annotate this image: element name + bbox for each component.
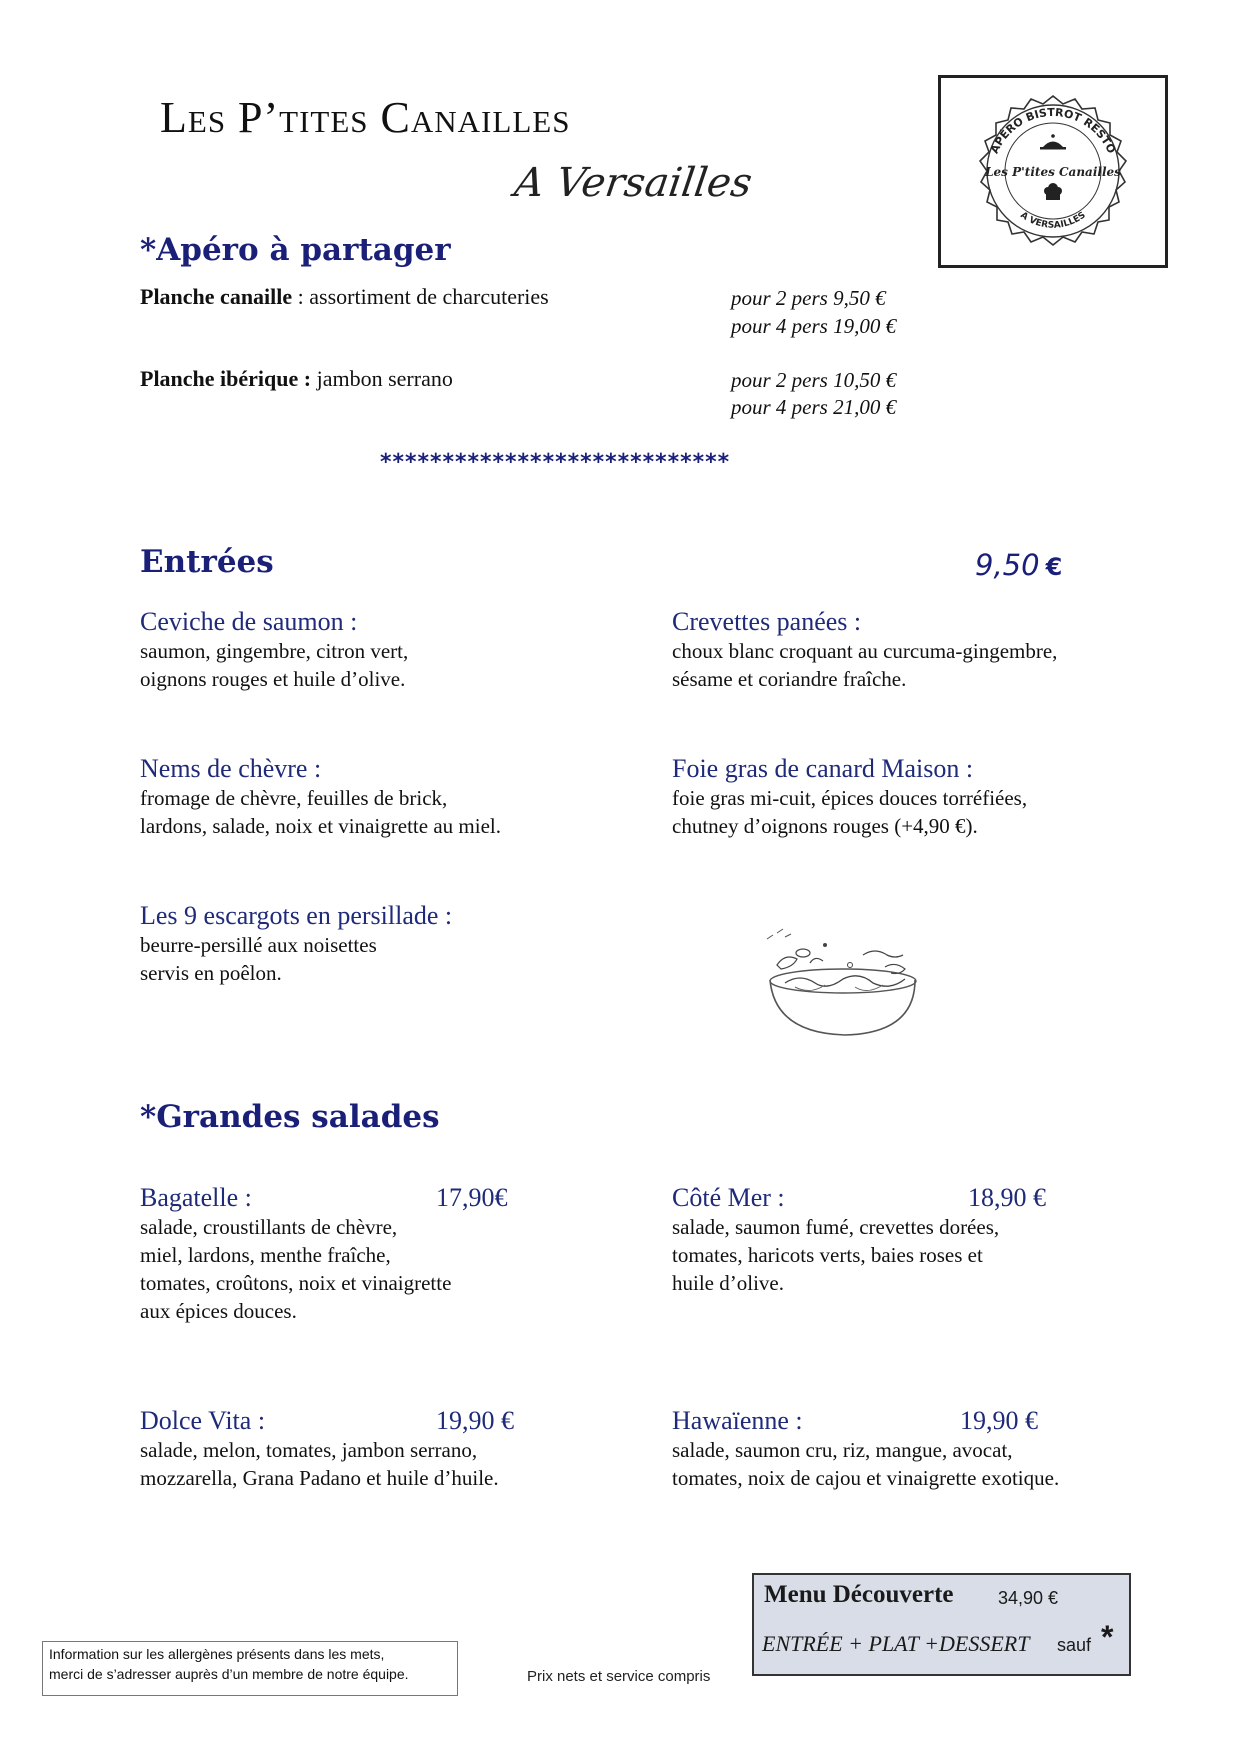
dish-desc-line: lardons, salade, noix et vinaigrette au miel. [140, 814, 501, 838]
menu-combo: ENTRÉE + PLAT +DESSERT [762, 1631, 1030, 1656]
dish-desc-line: miel, lardons, menthe fraîche, [140, 1243, 391, 1267]
apero-heading: *Apéro à partager [140, 232, 451, 268]
dish-desc-line: foie gras mi-cuit, épices douces torréfiées, [672, 786, 1028, 810]
dish-title: Crevettes panées : [672, 607, 862, 636]
dish-title: Les 9 escargots en persillade : [140, 901, 453, 930]
entrees-heading: Entrées [140, 544, 274, 580]
price-note: Prix nets et service compris [527, 1668, 711, 1685]
apero-item-name: Planche canaille [140, 284, 293, 309]
allergen-line: Information sur les allergènes présents dans les mets, [49, 1646, 385, 1662]
dish-item [140, 901, 452, 987]
dish-title: Dolce Vita : [140, 1406, 266, 1435]
dish-title: Nems de chèvre : [140, 754, 322, 783]
apero-item [140, 366, 453, 392]
dish-price: 19,90 € [960, 1406, 1038, 1435]
apero-item-name: Planche ibérique : [140, 366, 312, 391]
apero-price: pour 4 pers 21,00 € [731, 395, 897, 419]
dish-desc-line: fromage de chèvre, feuilles de brick, [140, 786, 448, 810]
dish-item [140, 607, 408, 693]
dish-desc-line: chutney d’oignons rouges (+4,90 €). [672, 814, 978, 838]
logo-arc-bottom: A VERSAILLES [1018, 210, 1088, 231]
dish-item [672, 754, 1027, 840]
apero-item-desc: jambon serrano [311, 366, 453, 391]
dish-title: Bagatelle : [140, 1183, 252, 1212]
menu-except: sauf [1057, 1635, 1092, 1655]
dish-desc-line: tomates, noix de cajou et vinaigrette exotique. [672, 1466, 1060, 1490]
dish-desc-line: saumon, gingembre, citron vert, [140, 639, 409, 663]
dish-item [672, 1406, 1132, 1492]
apero-item [140, 284, 549, 310]
logo-arc-top: APÉRO BISTROT RESTO [987, 105, 1119, 156]
logo [938, 75, 1168, 268]
dish-desc-line: salade, melon, tomates, jambon serrano, [140, 1438, 478, 1462]
chef-hat-icon [1044, 183, 1062, 200]
allergen-line: merci de s’adresser auprès d’un membre de notre équipe. [49, 1666, 409, 1682]
dish-item [672, 607, 1057, 693]
apero-price: pour 2 pers 9,50 € [731, 286, 886, 310]
dish-desc-line: beurre-persillé aux noisettes [140, 933, 377, 957]
dish-desc-line: oignons rouges et huile d’olive. [140, 667, 406, 691]
dish-desc-line: tomates, croûtons, noix et vinaigrette [140, 1271, 452, 1295]
dish-item [140, 754, 501, 840]
cloche-icon [1040, 134, 1066, 149]
menu-decouverte-box [752, 1573, 1131, 1676]
dish-desc-line: salade, saumon cru, riz, mangue, avocat, [672, 1438, 1013, 1462]
dish-desc-line: mozzarella, Grana Padano et huile d’huile. [140, 1466, 499, 1490]
menu-price: 34,90 € [998, 1588, 1059, 1608]
menu-title: Menu Découverte [764, 1581, 954, 1608]
dish-title: Côté Mer : [672, 1183, 785, 1212]
dish-desc-line: sésame et coriandre fraîche. [672, 667, 907, 691]
dish-title: Ceviche de saumon : [140, 607, 358, 636]
apero-price: pour 2 pers 10,50 € [731, 368, 897, 392]
entrees-price-value: 9,50 [975, 548, 1040, 582]
restaurant-subtitle: A Versailles [511, 160, 755, 206]
allergen-notice [42, 1641, 458, 1696]
salad-bowl-icon [755, 925, 935, 1040]
svg-text:A VERSAILLES [1018, 210, 1087, 230]
apero-price: pour 4 pers 19,00 € [731, 314, 897, 338]
restaurant-title: Les P’tites Canailles [160, 93, 571, 142]
salades-heading: *Grandes salades [140, 1099, 440, 1135]
dish-item [140, 1183, 560, 1325]
dish-desc-line: servis en poêlon. [140, 961, 282, 985]
dish-title: Hawaïenne : [672, 1406, 803, 1435]
dish-title: Foie gras de canard Maison : [672, 754, 974, 783]
dish-desc-line: huile d’olive. [672, 1271, 784, 1295]
dish-price: 19,90 € [436, 1406, 514, 1435]
logo-center-text: Les P'tites Canailles [985, 165, 1121, 179]
dish-desc-line: tomates, haricots verts, baies roses et [672, 1243, 983, 1267]
entrees-currency: € [1045, 553, 1063, 581]
logo-stamp-icon [941, 78, 1165, 265]
dish-item [672, 1183, 1132, 1297]
entrees-price [975, 548, 1062, 582]
apero-item-desc: : assortiment de charcuteries [292, 284, 549, 309]
dish-desc-line: choux blanc croquant au curcuma-gingembre, [672, 639, 1058, 663]
dish-price: 17,90€ [436, 1183, 508, 1212]
dish-desc-line: aux épices douces. [140, 1299, 297, 1323]
dish-item [140, 1406, 600, 1492]
dish-price: 18,90 € [968, 1183, 1046, 1212]
menu-asterisk: * [1101, 1619, 1114, 1655]
dish-desc-line: salade, croustillants de chèvre, [140, 1215, 398, 1239]
section-separator: **************************** [380, 450, 731, 475]
dish-desc-line: salade, saumon fumé, crevettes dorées, [672, 1215, 1000, 1239]
